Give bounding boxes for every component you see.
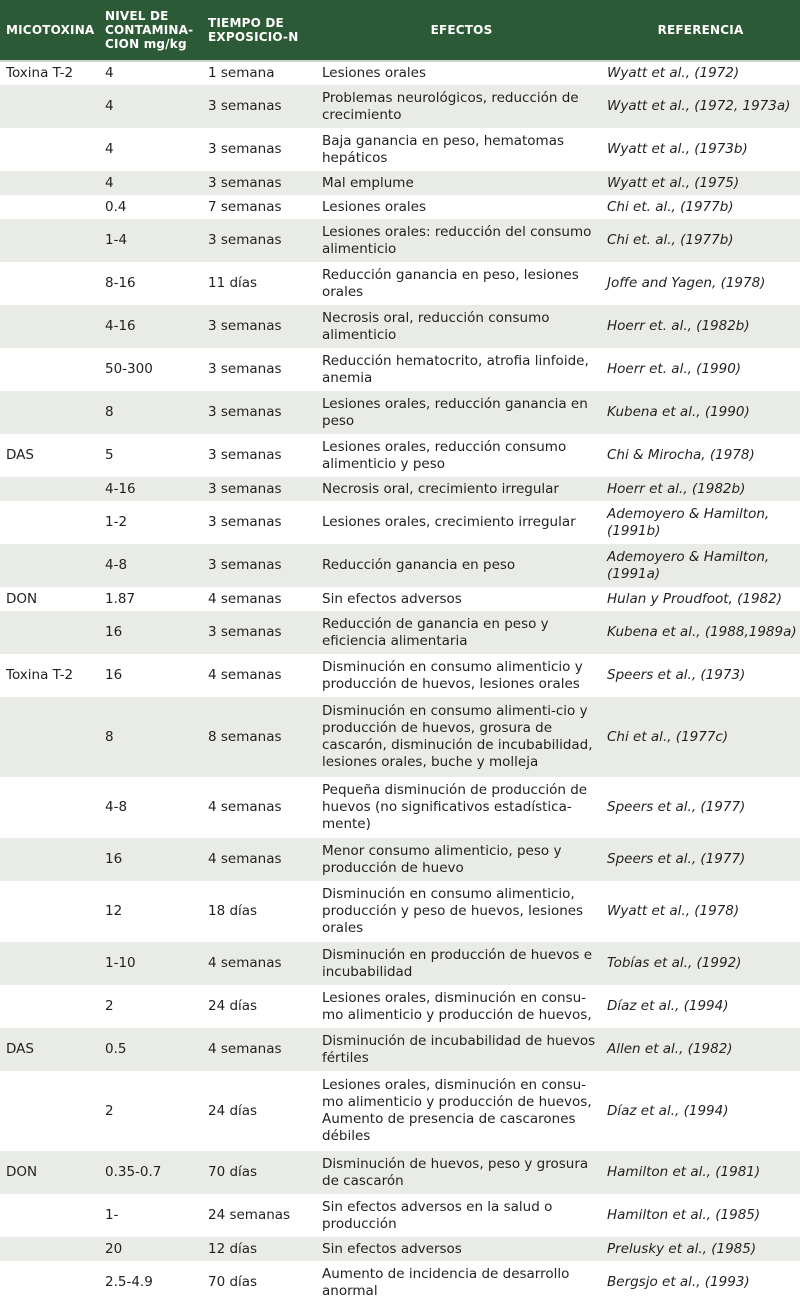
cell-efectos: Disminución en consumo alimenticio, producción y peso de huevos, lesiones orales [322, 886, 584, 936]
cell-nivel: 8 [99, 697, 202, 777]
header-tiempo-line2: EXPOSICIO-N [208, 30, 299, 44]
table-row [0, 195, 800, 219]
cell-efectos: Reducción ganancia en peso [322, 544, 601, 587]
cell-nivel: 1-4 [99, 219, 202, 262]
cell-nivel: 16 [99, 838, 202, 881]
table-row [0, 544, 800, 587]
table-row [0, 587, 800, 611]
cell-efectos: Sin efectos adversos en la salud o producción [322, 1198, 553, 1232]
cell-micotoxina [0, 1237, 99, 1261]
cell-nivel: 8-16 [105, 275, 136, 291]
cell-efectos: Sin efectos adversos [322, 590, 462, 607]
cell-nivel: 4-16 [99, 477, 202, 501]
cell-tiempo: 3 semanas [208, 361, 282, 377]
table-row [0, 1151, 800, 1194]
cell-nivel: 4-8 [99, 544, 202, 587]
cell-nivel: 1.87 [105, 590, 136, 607]
cell-micotoxina [0, 171, 99, 195]
cell-efectos: Disminución de incubabilidad de huevos fértiles [322, 1028, 601, 1071]
table-row [0, 985, 800, 1028]
cell-micotoxina: DAS [6, 447, 34, 463]
cell-nivel: 4-16 [99, 305, 202, 348]
cell-referencia: Chi et. al., (1977b) [601, 219, 800, 262]
cell-referencia: Hoerr et. al., (1982b) [601, 305, 800, 348]
cell-tiempo: 7 semanas [208, 198, 282, 215]
cell-tiempo: 70 días [202, 1151, 322, 1194]
cell-referencia: Speers et al., (1977) [601, 838, 800, 881]
cell-tiempo: 18 días [208, 903, 258, 919]
cell-nivel: 2.5-4.9 [105, 1274, 153, 1290]
cell-micotoxina [0, 881, 99, 942]
cell-nivel: 4 [99, 61, 202, 85]
cell-tiempo: 11 días [208, 275, 258, 291]
cell-nivel: 4 [105, 141, 114, 157]
cell-nivel: 0.4 [105, 198, 127, 215]
cell-tiempo: 3 semanas [202, 391, 322, 434]
cell-nivel: 4-8 [105, 799, 128, 815]
header-row [0, 0, 800, 61]
table-row [0, 654, 800, 697]
cell-nivel: 2 [105, 1102, 114, 1119]
cell-nivel: 20 [99, 1237, 202, 1261]
cell-tiempo: 4 semanas [202, 838, 322, 881]
cell-micotoxina [0, 697, 99, 777]
cell-efectos: Baja ganancia en peso, hematomas hepáticos [322, 132, 565, 166]
cell-tiempo: 4 semanas [208, 667, 282, 683]
cell-efectos: Disminución de huevos, peso y grosura de cascarón [322, 1151, 601, 1194]
cell-nivel: 0.35-0.7 [99, 1151, 202, 1194]
table-row [0, 348, 800, 391]
cell-efectos: Disminución en consumo alimenti-cio y producción de huevos, grosura de cascarón, disminución de incubabilidad, lesiones orales, buche y molleja [322, 697, 601, 777]
cell-micotoxina [0, 611, 99, 654]
cell-referencia: Kubena et al., (1990) [601, 391, 800, 434]
cell-efectos: Mal emplume [322, 171, 601, 195]
cell-efectos: Lesiones orales [322, 198, 426, 215]
cell-efectos: Reducción de ganancia en peso y eficiencia alimentaria [322, 611, 601, 654]
cell-efectos: Lesiones orales [322, 61, 601, 85]
cell-efectos: Lesiones orales, reducción ganancia en peso [322, 391, 601, 434]
cell-tiempo: 24 semanas [208, 1207, 291, 1223]
cell-referencia: Tobías et al., (1992) [601, 942, 800, 985]
cell-referencia: Joffe and Yagen, (1978) [607, 275, 766, 291]
header-nivel-line2: CONTAMINA- [105, 23, 194, 37]
cell-micotoxina [0, 1194, 99, 1237]
cell-efectos: Sin efectos adversos [322, 1237, 601, 1261]
cell-micotoxina: DON [6, 590, 38, 607]
cell-referencia: Chi & Mirocha, (1978) [607, 447, 755, 463]
table-row [0, 262, 800, 305]
cell-efectos: Disminución en producción de huevos e incubabilidad [322, 942, 601, 985]
header-micotoxina [0, 0, 99, 61]
header-referencia-label: REFERENCIA [657, 23, 744, 37]
cell-micotoxina [0, 128, 99, 171]
cell-micotoxina [0, 501, 99, 544]
cell-efectos: Lesiones orales, crecimiento irregular [322, 514, 576, 530]
table-row [0, 1028, 800, 1071]
cell-efectos: Lesiones orales, disminución en consu-mo alimenticio y producción de huevos, Aumento de presencia de cascarones débiles [322, 1077, 592, 1144]
cell-efectos: Menor consumo alimenticio, peso y producción de huevo [322, 838, 601, 881]
cell-micotoxina [0, 85, 99, 128]
table-row [0, 501, 800, 544]
cell-efectos: Reducción hematocrito, atrofia linfoide, anemia [322, 352, 589, 386]
cell-micotoxina [0, 777, 99, 838]
cell-referencia: Wyatt et al., (1978) [607, 903, 740, 919]
cell-efectos: Problemas neurológicos, reducción de crecimiento [322, 85, 601, 128]
header-nivel [99, 0, 202, 61]
cell-efectos: Reducción ganancia en peso, lesiones orales [322, 266, 579, 300]
table-row [0, 697, 800, 777]
cell-efectos: Lesiones orales, reducción consumo alimenticio y peso [322, 438, 567, 472]
cell-referencia: Ademoyero & Hamilton, (1991b) [607, 505, 770, 539]
cell-micotoxina [0, 219, 99, 262]
header-nivel-line1: NIVEL DE [105, 9, 169, 23]
cell-referencia: Díaz et al., (1994) [607, 1102, 729, 1119]
table-header [0, 0, 800, 61]
cell-tiempo: 4 semanas [208, 590, 282, 607]
cell-referencia: Speers et al., (1973) [607, 667, 746, 683]
cell-micotoxina [0, 262, 99, 305]
cell-micotoxina [0, 348, 99, 391]
cell-micotoxina [0, 477, 99, 501]
cell-referencia: Wyatt et al., (1973b) [607, 141, 748, 157]
cell-tiempo: 3 semanas [202, 171, 322, 195]
header-tiempo [202, 0, 322, 61]
cell-efectos: Aumento de incidencia de desarrollo anormal [322, 1265, 570, 1299]
cell-referencia: Hoerr et al., (1982b) [601, 477, 800, 501]
header-efectos [322, 0, 601, 61]
cell-nivel: 4 [99, 171, 202, 195]
cell-micotoxina: DAS [0, 1028, 99, 1071]
cell-referencia: Kubena et al., (1988,1989a) [601, 611, 800, 654]
table-row [0, 305, 800, 348]
header-micotoxina-label: MICOTOXINA [6, 23, 95, 37]
cell-tiempo: 3 semanas [202, 305, 322, 348]
cell-tiempo: 3 semanas [208, 141, 282, 157]
table-row [0, 171, 800, 195]
cell-micotoxina [0, 391, 99, 434]
cell-nivel: 50-300 [105, 361, 153, 377]
header-efectos-label: EFECTOS [430, 23, 493, 37]
cell-nivel: 1-10 [99, 942, 202, 985]
header-nivel-line3: CION mg/kg [105, 37, 187, 51]
cell-tiempo: 24 días [208, 1102, 258, 1119]
cell-referencia: Prelusky et al., (1985) [601, 1237, 800, 1261]
cell-nivel: 4 [99, 85, 202, 128]
cell-tiempo: 8 semanas [202, 697, 322, 777]
cell-nivel: 1- [105, 1207, 119, 1223]
table-row [0, 61, 800, 85]
header-tiempo-line1: TIEMPO DE [208, 16, 284, 30]
cell-referencia: Ademoyero & Hamilton, (1991a) [601, 544, 800, 587]
cell-efectos: Necrosis oral, reducción consumo alimenticio [322, 305, 601, 348]
cell-nivel: 0.5 [99, 1028, 202, 1071]
cell-referencia: Bergsjo et al., (1993) [607, 1274, 750, 1290]
cell-efectos: Lesiones orales: reducción del consumo alimenticio [322, 219, 601, 262]
cell-efectos: Disminución en consumo alimenticio y producción de huevos, lesiones orales [322, 658, 583, 692]
cell-referencia: Díaz et al., (1994) [607, 998, 729, 1014]
cell-efectos: Pequeña disminución de producción de huevos (no significativos estadística-mente) [322, 782, 588, 832]
table-row [0, 1071, 800, 1151]
cell-tiempo: 3 semanas [202, 477, 322, 501]
cell-tiempo: 3 semanas [202, 544, 322, 587]
cell-nivel: 16 [105, 667, 123, 683]
table-row [0, 434, 800, 477]
cell-micotoxina: Toxina T-2 [6, 667, 74, 683]
cell-nivel: 12 [105, 903, 123, 919]
cell-tiempo: 4 semanas [208, 799, 282, 815]
table-row [0, 85, 800, 128]
cell-referencia: Hulan y Proudfoot, (1982) [607, 590, 782, 607]
cell-nivel: 2 [105, 998, 114, 1014]
cell-micotoxina [0, 942, 99, 985]
cell-referencia: Speers et al., (1977) [607, 799, 746, 815]
cell-micotoxina [0, 544, 99, 587]
cell-referencia: Wyatt et al., (1972) [601, 61, 800, 85]
cell-tiempo: 12 días [202, 1237, 322, 1261]
cell-micotoxina [0, 1071, 99, 1151]
cell-referencia: Allen et al., (1982) [601, 1028, 800, 1071]
cell-referencia: Hamilton et al., (1985) [607, 1207, 761, 1223]
cell-nivel: 16 [99, 611, 202, 654]
cell-referencia: Wyatt et al., (1975) [601, 171, 800, 195]
cell-tiempo: 3 semanas [202, 85, 322, 128]
cell-micotoxina [0, 1261, 99, 1304]
header-referencia [601, 0, 800, 61]
cell-nivel: 8 [99, 391, 202, 434]
cell-micotoxina [0, 305, 99, 348]
cell-tiempo: 4 semanas [202, 942, 322, 985]
table-row [0, 881, 800, 942]
cell-tiempo: 3 semanas [202, 611, 322, 654]
cell-tiempo: 24 días [208, 998, 258, 1014]
table-row [0, 942, 800, 985]
cell-tiempo: 3 semanas [208, 447, 282, 463]
cell-nivel: 5 [105, 447, 114, 463]
table-row [0, 1194, 800, 1237]
cell-tiempo: 4 semanas [202, 1028, 322, 1071]
cell-efectos: Lesiones orales, disminución en consu-mo alimenticio y producción de huevos, [322, 989, 592, 1023]
cell-referencia: Hoerr et. al., (1990) [607, 361, 742, 377]
cell-micotoxina: Toxina T-2 [0, 61, 99, 85]
table-row [0, 1261, 800, 1304]
table-row [0, 391, 800, 434]
table-row [0, 477, 800, 501]
table-row [0, 128, 800, 171]
cell-tiempo: 3 semanas [208, 514, 282, 530]
table-body [0, 61, 800, 1304]
cell-referencia: Wyatt et al., (1972, 1973a) [601, 85, 800, 128]
cell-micotoxina [0, 838, 99, 881]
cell-tiempo: 3 semanas [202, 219, 322, 262]
cell-referencia: Chi et. al., (1977b) [607, 198, 734, 215]
cell-micotoxina [0, 195, 99, 219]
cell-referencia: Chi et al., (1977c) [601, 697, 800, 777]
cell-micotoxina [0, 985, 99, 1028]
table-row [0, 219, 800, 262]
cell-tiempo: 1 semana [202, 61, 322, 85]
cell-referencia: Hamilton et al., (1981) [601, 1151, 800, 1194]
table-row [0, 1237, 800, 1261]
table-row [0, 838, 800, 881]
table-row [0, 777, 800, 838]
cell-micotoxina: DON [0, 1151, 99, 1194]
table-row [0, 611, 800, 654]
cell-nivel: 1-2 [105, 514, 128, 530]
cell-efectos: Necrosis oral, crecimiento irregular [322, 477, 601, 501]
cell-tiempo: 70 días [208, 1274, 258, 1290]
